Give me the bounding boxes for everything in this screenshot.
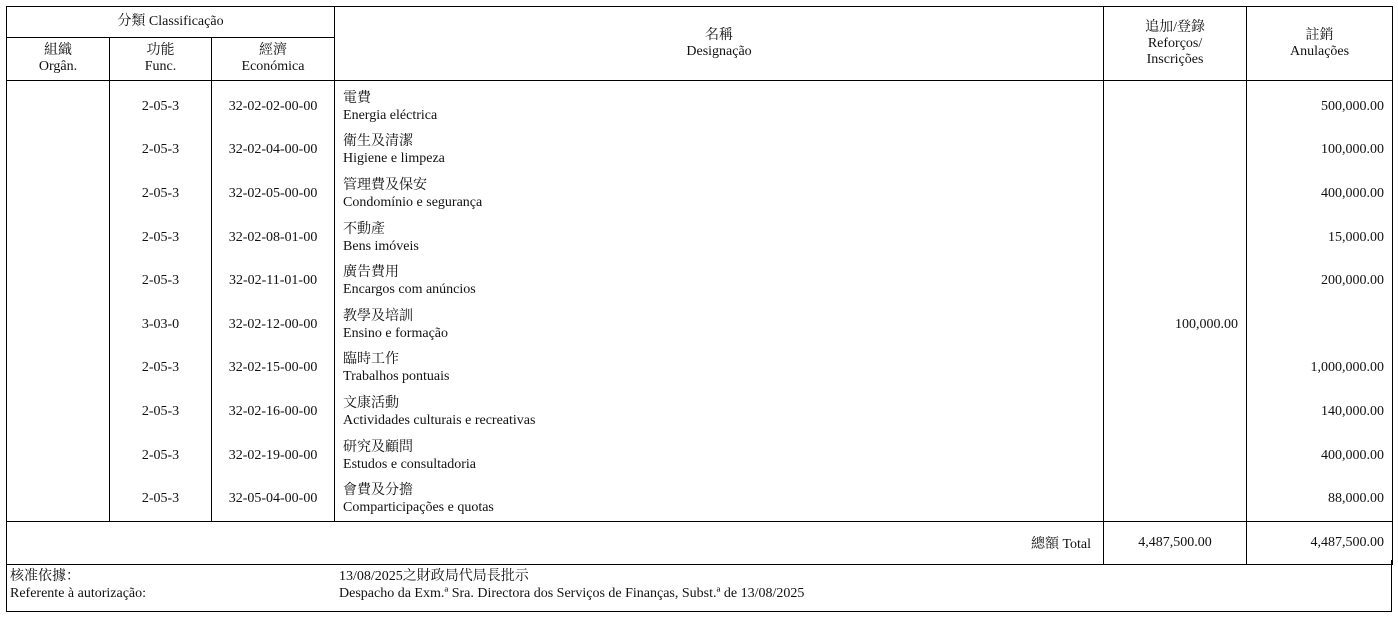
authorization-label-pt: Referente à autorização: [10,586,147,601]
func-code: 2-05-3 [141,403,180,419]
func-column [110,81,212,522]
authorization-value-pt: Despacho da Exm.ª Sra. Directora dos Serviços de Finanças, Subst.ª de 13/08/2025 [339,586,805,601]
designacao-header [335,7,1104,81]
econ-header-zh: 經濟 [259,43,288,58]
designation-pt: Trabalhos pontuais [343,369,450,385]
designation-zh: 不動產 [343,221,386,237]
func-code: 2-05-3 [141,98,180,114]
designation-pt: Actividades culturais e recreativas [343,412,536,428]
budget-table [6,6,1393,565]
econ-code: 32-02-12-00-00 [228,316,318,332]
reforcos-header-zh: 追加/登錄 [1145,19,1205,35]
reforco-amount [1104,347,1246,391]
anulacoes-header-pt: Anulações [1289,43,1350,59]
reforco-amount: 100,000.00 [1175,316,1239,332]
reforco-amount [1104,129,1246,173]
designation-cell [335,129,1103,173]
designation-pt: Comparticipações e quotas [343,500,494,516]
anulacao-amount: 500,000.00 [1321,98,1385,114]
reforcos-header [1104,7,1247,81]
footer-right-border [1391,560,1392,612]
reforco-amount [1104,390,1246,434]
designation-cell [335,216,1103,260]
total-label: 總額 Total [7,521,1104,564]
func-header-zh: 功能 [146,43,175,58]
reforco-amount [1104,259,1246,303]
designation-zh: 教學及培訓 [343,308,414,324]
anulacao-amount [1247,303,1392,347]
econ-header [212,38,335,81]
reforcos-header-pt2: Inscrições [1146,51,1204,67]
func-code: 2-05-3 [141,360,180,376]
func-code: 2-05-3 [141,447,180,463]
designation-zh: 研究及顧問 [343,439,414,455]
designacao-header-pt: Designação [686,43,752,59]
reforco-amount [1104,172,1246,216]
designation-zh: 臨時工作 [343,352,400,368]
anulacoes-header-zh: 註銷 [1305,27,1334,43]
func-code: 2-05-3 [141,491,180,507]
designation-cell [335,390,1103,434]
anulacao-amount: 400,000.00 [1321,447,1385,463]
designation-zh: 電費 [343,90,372,106]
reforcos-column [1104,81,1247,522]
designation-pt: Estudos e consultadoria [343,456,477,472]
anulacao-amount: 140,000.00 [1321,403,1385,419]
anulacao-amount: 15,000.00 [1328,229,1385,245]
designation-zh: 文康活動 [343,395,400,411]
econ-code: 32-02-04-00-00 [228,142,318,158]
econ-code: 32-02-15-00-00 [228,360,318,376]
organ-header [7,38,110,81]
reforco-amount [1104,477,1246,521]
designation-cell [335,434,1103,478]
econ-code: 32-02-08-01-00 [228,229,318,245]
anulacao-amount: 1,000,000.00 [1310,360,1385,376]
designation-pt: Higiene e limpeza [343,151,445,167]
func-header [110,38,212,81]
authorization-value-zh: 13/08/2025之財政局代局長批示 [339,569,529,584]
anulacoes-header [1247,7,1393,81]
footer-left-border [6,560,7,612]
designation-zh: 會費及分擔 [343,483,414,499]
designation-cell [335,259,1103,303]
designation-cell [335,477,1103,521]
organ-column [7,81,110,522]
reforco-amount [1104,216,1246,260]
total-anulacoes: 4,487,500.00 [1247,521,1393,564]
reforcos-header-pt1: Reforços/ [1147,35,1203,51]
reforco-amount [1104,85,1246,129]
designacao-column [335,81,1104,522]
designation-cell [335,303,1103,347]
designation-pt: Encargos com anúncios [343,282,476,298]
authorization-label-zh: 核准依據： [10,569,80,584]
reforco-amount [1104,434,1246,478]
authorization-label [10,568,146,602]
func-code: 2-05-3 [141,185,180,201]
designation-pt: Energia eléctrica [343,107,438,123]
classificacao-header: 分類 Classificação [7,7,335,38]
anulacao-amount: 100,000.00 [1321,142,1385,158]
designation-pt: Condomínio e segurança [343,194,483,210]
anulacao-amount: 200,000.00 [1321,273,1385,289]
body-rows [7,81,1393,522]
anulacao-amount: 400,000.00 [1321,185,1385,201]
econ-column [212,81,335,522]
designation-zh: 廣告費用 [343,265,400,281]
designacao-header-zh: 名稱 [705,27,734,43]
econ-code: 32-02-02-00-00 [228,98,318,114]
organ-header-zh: 組織 [44,43,72,58]
econ-header-pt: Económica [241,59,305,74]
designation-zh: 管理費及保安 [343,177,428,193]
func-header-pt: Func. [144,59,177,74]
anulacoes-column [1247,81,1393,522]
econ-code: 32-02-16-00-00 [228,403,318,419]
authorization-value [339,568,804,602]
func-code: 3-03-0 [141,316,180,332]
econ-code: 32-02-19-00-00 [228,447,318,463]
func-code: 2-05-3 [141,273,180,289]
designation-cell [335,172,1103,216]
designation-pt: Bens imóveis [343,238,419,254]
designation-cell [335,85,1103,129]
func-code: 2-05-3 [141,229,180,245]
organ-header-pt: Orgân. [38,59,78,74]
bottom-border [6,611,1392,612]
func-code: 2-05-3 [141,142,180,158]
total-row [7,521,1393,564]
designation-zh: 衛生及清潔 [343,134,414,150]
anulacao-amount: 88,000.00 [1328,491,1385,507]
designation-cell [335,347,1103,391]
econ-code: 32-02-11-01-00 [228,273,318,289]
econ-code: 32-05-04-00-00 [228,491,318,507]
designation-pt: Ensino e formação [343,325,448,341]
econ-code: 32-02-05-00-00 [228,185,318,201]
total-reforcos: 4,487,500.00 [1104,521,1247,564]
